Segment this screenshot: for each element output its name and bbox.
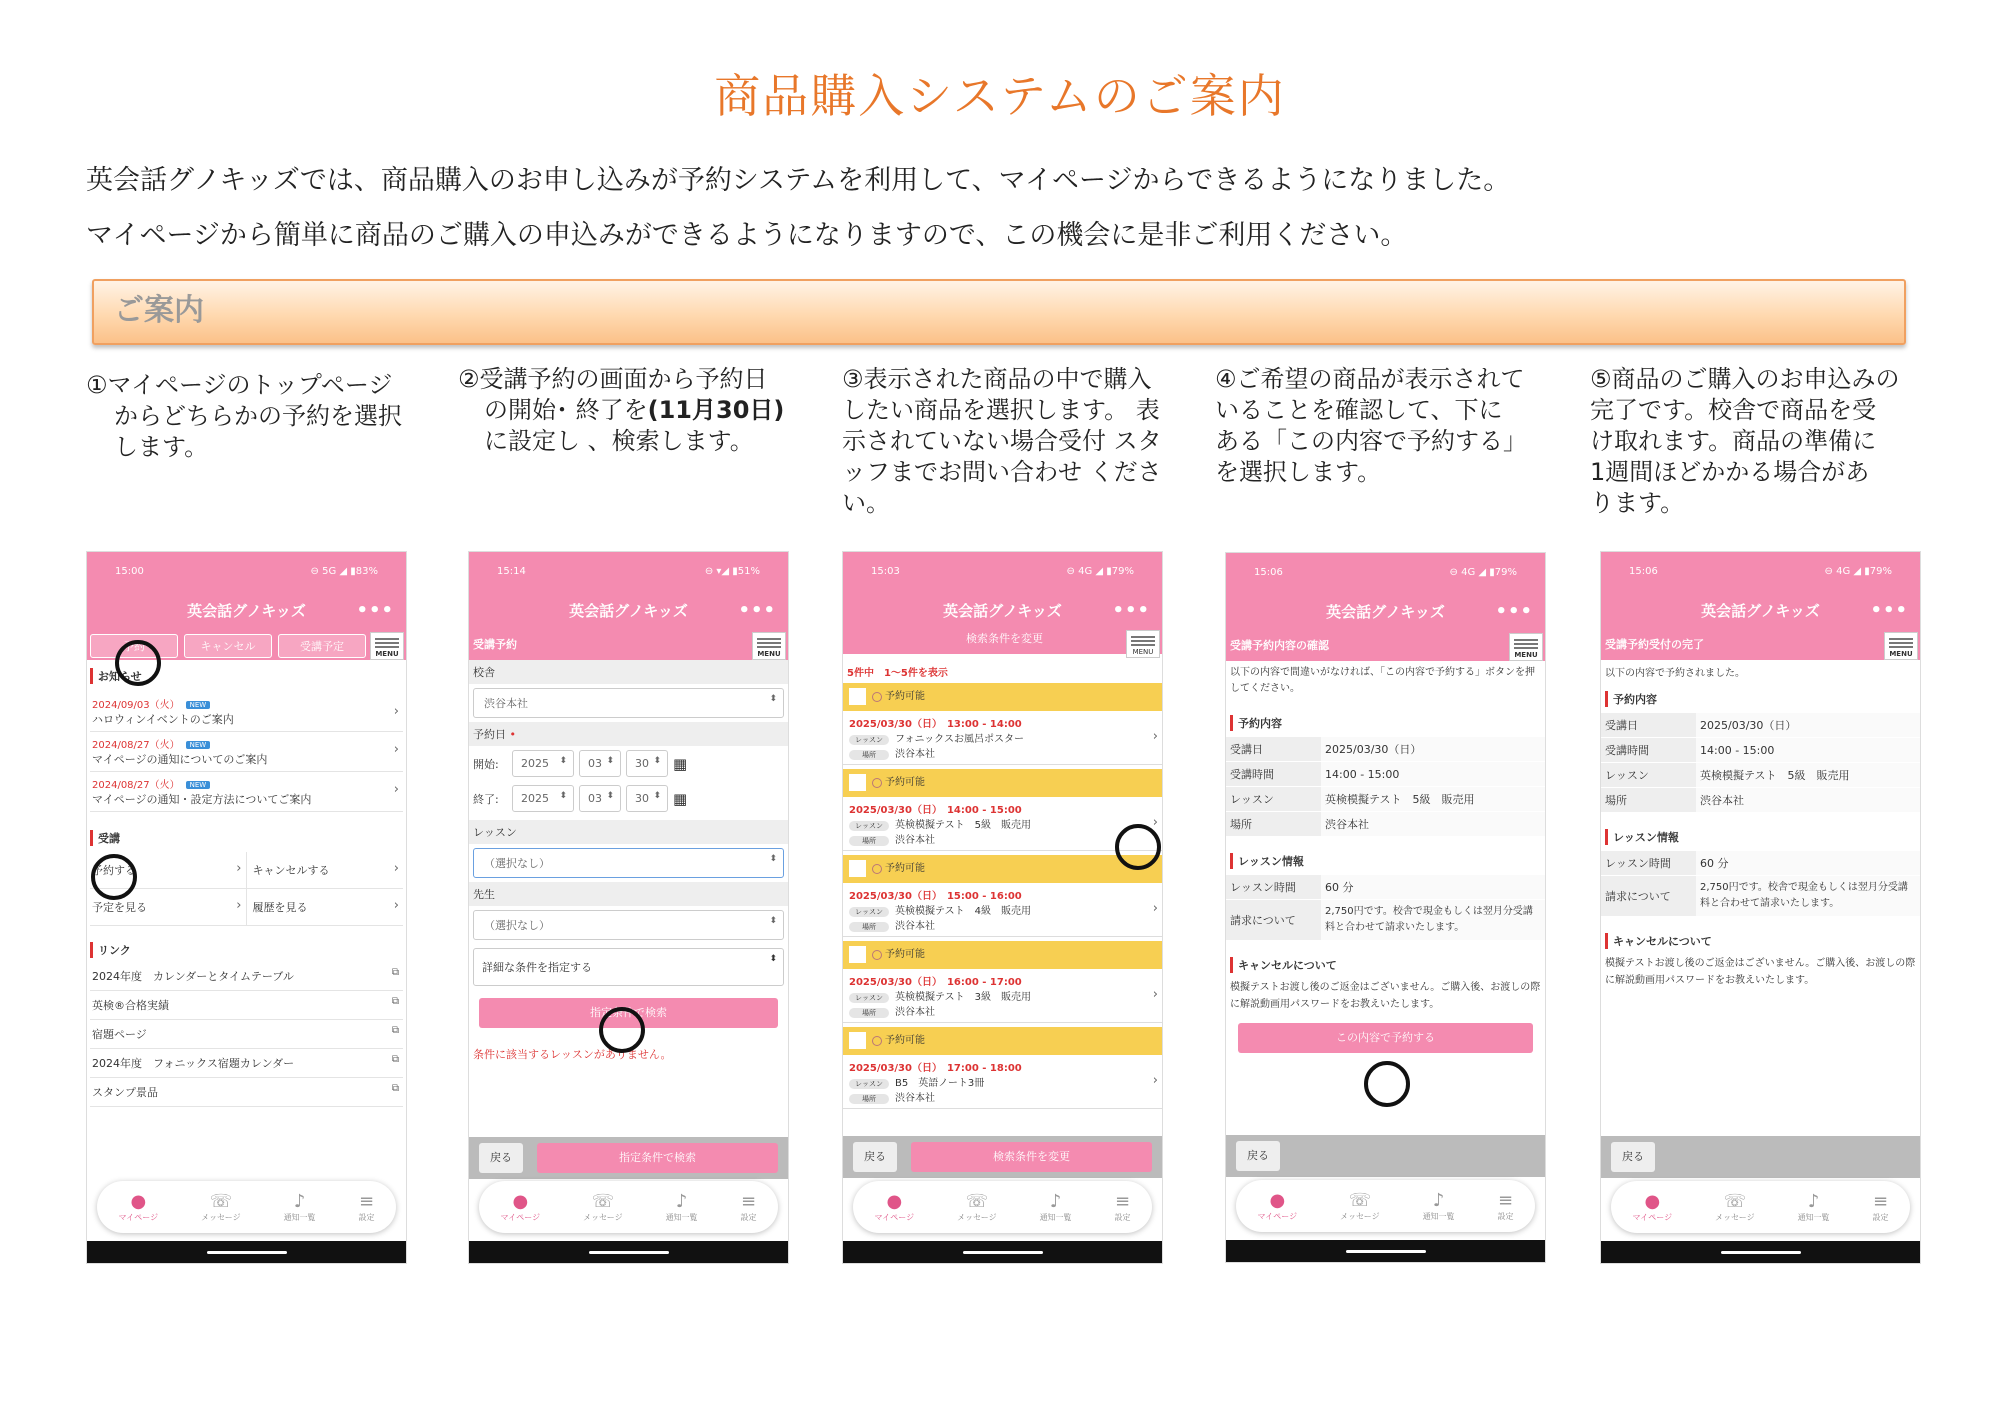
guide-bar bbox=[92, 279, 1906, 345]
more-icon[interactable]: ••• bbox=[1870, 600, 1908, 621]
external-link-icon: ⧉ bbox=[391, 1025, 399, 1036]
nav-message[interactable]: ☏ メッセージ bbox=[1715, 1191, 1755, 1222]
bottom-nav bbox=[1611, 1181, 1910, 1233]
search-button-bottom[interactable]: 指定条件で検索 bbox=[537, 1143, 778, 1173]
bottom-nav bbox=[853, 1181, 1152, 1233]
chevron-right-icon: › bbox=[1152, 1073, 1158, 1088]
tab-reserve[interactable]: 予約 bbox=[90, 634, 178, 658]
lesson-info-table: レッスン時間 60 分 請求について 2,750円です。校舎で現金もしくは翌月分受講料と合わせて請求いたします。 bbox=[1226, 875, 1545, 941]
calendar-icon[interactable]: ▦ bbox=[673, 789, 688, 808]
lesson-select[interactable]: （選択なし） ⬍ bbox=[473, 848, 784, 878]
chevron-right-icon: › bbox=[1152, 815, 1158, 830]
history-link[interactable]: 履歴を見る › bbox=[247, 889, 404, 926]
link-item[interactable]: スタンプ景品 ⧉ bbox=[90, 1078, 403, 1107]
menu-button[interactable]: MENU bbox=[370, 632, 404, 660]
availability-label: 予約可能 bbox=[843, 769, 1162, 797]
more-icon[interactable]: ••• bbox=[356, 600, 394, 621]
more-icon[interactable]: ••• bbox=[738, 600, 776, 621]
end-month[interactable]: 03 ⬍ bbox=[579, 785, 621, 812]
back-button[interactable]: 戻る bbox=[853, 1142, 897, 1172]
highlight-circle bbox=[115, 640, 161, 686]
user-icon: ● bbox=[1644, 1191, 1661, 1212]
link-item[interactable]: 宿題ページ ⧉ bbox=[90, 1020, 403, 1049]
school-select[interactable]: 渋谷本社 ⬍ bbox=[473, 688, 784, 718]
reserve-link[interactable]: 予約する › bbox=[90, 852, 247, 889]
change-condition-button[interactable]: 検索条件を変更 bbox=[911, 1142, 1152, 1172]
phone-screenshot-complete: 15:06 ⊖ 4G ◢ ▮79% 英会話グノキッズ ••• 受講予約受付の完了 MENU 以下の内容で予約されました。 予約内容 受講日 2025/03/30（日） 受講時間 14:00 - 15:00 レッスン 英検模擬テスト 5級 販売用 場所 渋谷本社 レッスン情報 レッスン時間 60 分 請求について 2,750円です。校舎で現金もしくは翌月分受講料と合わせて請求いたします。 キャンセルについて 模擬テストお渡し後のご返金はございません。ご購入後、お渡しの際に解説動画用パスワードをお教えいたします。 戻る ● マイページ ☏ メッセージ ♪ 通知一覧 ≡ 設定 bbox=[1600, 551, 1921, 1264]
start-day[interactable]: 30 ⬍ bbox=[626, 750, 668, 777]
bottom-nav bbox=[97, 1181, 396, 1233]
availability-label: 予約可能 bbox=[843, 683, 1162, 711]
highlight-circle bbox=[599, 1007, 645, 1053]
cancel-link[interactable]: キャンセルする › bbox=[247, 852, 404, 889]
highlight-circle bbox=[91, 854, 137, 900]
nav-notice[interactable]: ♪ 通知一覧 bbox=[1422, 1190, 1455, 1221]
nav-settings[interactable]: ≡ 設定 bbox=[740, 1191, 757, 1222]
availability-label: 予約可能 bbox=[843, 855, 1162, 883]
step-2: ②受講予約の画面から予約日 の開始･ 終了を(11月30日) に設定し 、検索します。 bbox=[458, 365, 785, 455]
reservation-detail-table: 受講日 2025/03/30（日） 受講時間 14:00 - 15:00 レッスン 英検模擬テスト 5級 販売用 場所 渋谷本社 bbox=[1226, 737, 1545, 837]
lesson-card[interactable]: 予約可能 2025/03/30（日） 13:00 - 14:00 レッスン フォニックスお風呂ポスター 場所 渋谷本社 › bbox=[843, 683, 1162, 765]
menu-button[interactable]: MENU bbox=[1509, 633, 1543, 661]
lesson-card[interactable]: 予約可能 2025/03/30（日） 14:00 - 15:00 レッスン 英検模擬テスト 5級 販売用 場所 渋谷本社 › bbox=[843, 769, 1162, 851]
lesson-card[interactable]: 予約可能 2025/03/30（日） 17:00 - 18:00 レッスン B5 英語ノート3冊 場所 渋谷本社 › bbox=[843, 1027, 1162, 1109]
notice-item[interactable]: 2024/08/27（火） NEW マイページの通知についてのご案内 › bbox=[90, 732, 403, 772]
bell-icon: ♪ bbox=[1807, 1191, 1820, 1212]
nav-message[interactable]: ☏ メッセージ bbox=[1340, 1190, 1380, 1221]
bell-icon: ♪ bbox=[1432, 1190, 1445, 1211]
chevron-right-icon: › bbox=[1152, 729, 1158, 744]
back-button[interactable]: 戻る bbox=[1236, 1141, 1280, 1171]
notice-title: お知らせ bbox=[90, 668, 403, 684]
teacher-select[interactable]: （選択なし） ⬍ bbox=[473, 910, 784, 940]
calendar-icon[interactable]: ▦ bbox=[673, 754, 688, 773]
lesson-info-table: レッスン時間 60 分 請求について 2,750円です。校舎で現金もしくは翌月分受講料と合わせて請求いたします。 bbox=[1601, 851, 1920, 917]
notice-item[interactable]: 2024/08/27（火） NEW マイページの通知・設定方法についてご案内 › bbox=[90, 772, 403, 812]
phone-screenshot-results: 15:03 ⊖ 4G ◢ ▮79% 英会話グノキッズ ••• 検索条件を変更 MENU 5件中 1～5件を表示 予約可能 2025/03/30（日） 13:00 - 14:00 レッスン フォニックスお風呂ポスター 場所 渋谷本社 › 予約可能 2025/03/30（日） 14:00 - 15:00 レッスン 英検模擬テスト 5級 販売用 場所 渋谷本社 › 予約可能 2025/03/30（日） 15:00 - 16:00 レッスン 英検模擬テスト 4級 販売用 場所 渋谷本社 › 予約可能 2025/03/30（日） 16:00 - 17:00 レッスン 英検模擬テスト 3級 販売用 場所 渋谷本社 › 予約可能 2025/03/30（日） 17:00 - 18:00 レッスン B5 英語ノート3冊 場所 渋谷本社 › 戻る 検索条件を変更 ● マイページ ☏ メッセージ ♪ 通知一覧 ≡ 設定 bbox=[842, 551, 1163, 1264]
bottom-nav bbox=[1236, 1180, 1535, 1232]
nav-settings[interactable]: ≡ 設定 bbox=[1497, 1190, 1514, 1221]
availability-label: 予約可能 bbox=[843, 1027, 1162, 1055]
more-icon[interactable]: ••• bbox=[1112, 600, 1150, 621]
menu-button[interactable]: MENU bbox=[1884, 632, 1918, 660]
nav-mypage[interactable]: ● マイページ bbox=[1257, 1190, 1298, 1221]
course-title: 受講 bbox=[90, 830, 403, 846]
search-button[interactable]: 指定条件で検索 bbox=[479, 998, 778, 1028]
step-3: ③表示された商品の中で購入 したい商品を選択します。 表 示されていない場合受付 スタ ッフまでお問い合わせ くださ い。 bbox=[842, 365, 1162, 517]
confirm-reservation-button[interactable]: この内容で予約する bbox=[1238, 1023, 1533, 1053]
message-icon: ☏ bbox=[1723, 1191, 1747, 1212]
message-icon: ☏ bbox=[591, 1191, 615, 1212]
reservation-detail-table: 受講日 2025/03/30（日） 受講時間 14:00 - 15:00 レッスン 英検模擬テスト 5級 販売用 場所 渋谷本社 bbox=[1601, 713, 1920, 813]
link-title: リンク bbox=[90, 942, 403, 958]
notice-item[interactable]: 2024/09/03（火） NEW ハロウィンイベントのご案内 › bbox=[90, 690, 403, 732]
intro-line-1: 英会話グノキッズでは、商品購入のお申し込みが予約システムを利用して、マイページからできるようになりました。 bbox=[86, 165, 1511, 196]
more-icon[interactable]: ••• bbox=[1495, 601, 1533, 622]
nav-notice[interactable]: ♪ 通知一覧 bbox=[1039, 1191, 1072, 1222]
user-icon: ● bbox=[512, 1191, 529, 1212]
app-header: 英会話グノキッズ ••• bbox=[87, 592, 406, 630]
nav-settings[interactable]: ≡ 設定 bbox=[358, 1191, 375, 1222]
sliders-icon: ≡ bbox=[1497, 1190, 1514, 1211]
sliders-icon: ≡ bbox=[740, 1191, 757, 1212]
nav-message[interactable]: ☏ メッセージ bbox=[583, 1191, 623, 1222]
bell-icon: ♪ bbox=[675, 1191, 688, 1212]
nav-settings[interactable]: ≡ 設定 bbox=[1872, 1191, 1889, 1222]
schedule-link[interactable]: 予定を見る › bbox=[90, 889, 247, 926]
lesson-card[interactable]: 予約可能 2025/03/30（日） 16:00 - 17:00 レッスン 英検模擬テスト 3級 販売用 場所 渋谷本社 › bbox=[843, 941, 1162, 1023]
nav-settings[interactable]: ≡ 設定 bbox=[1114, 1191, 1131, 1222]
user-icon: ● bbox=[886, 1191, 903, 1212]
start-month[interactable]: 03 ⬍ bbox=[579, 750, 621, 777]
nav-notice[interactable]: ♪ 通知一覧 bbox=[283, 1191, 316, 1222]
menu-button[interactable]: MENU bbox=[1126, 630, 1160, 658]
menu-button[interactable]: MENU bbox=[752, 632, 786, 660]
intro-line-2: マイページから簡単に商品のご購入の申込みができるようになりますので、この機会に是非ご利用ください。 bbox=[86, 220, 1408, 251]
back-button[interactable]: 戻る bbox=[1611, 1142, 1655, 1172]
step-5: ⑤商品のご購入のお申込みの 完了です。校舎で商品を受 け取れます。商品の準備に 1週間ほどかかる場合があ ります。 bbox=[1590, 365, 1900, 517]
nav-mypage[interactable]: ● マイページ bbox=[1632, 1191, 1673, 1222]
detail-toggle[interactable]: 詳細な条件を指定する ⬍ bbox=[473, 948, 784, 986]
nav-notice[interactable]: ♪ 通知一覧 bbox=[1797, 1191, 1830, 1222]
no-result-message: 条件に該当するレッスンがありません。 bbox=[473, 1048, 672, 1061]
phone-screenshot-mypage: 15:00 ⊖ 5G ◢ ▮83% 英会話グノキッズ ••• 予約 キャンセル 受講予定 MENU お知らせ 2024/09/03（火） NEW ハロウィンイベントのご案内 › 2024/08/27（火） NEW マイページの通知についてのご案内 › 2024/08/27（火） NEW マイページの通知・設定方法についてご案内 › 受講 予約する › キャンセルする › 予定を見る › 履歴を見る › リンク 2024年度 カレンダーとタイムテーブル ⧉ 英検®合格実績 ⧉ 宿題ページ ⧉ 2024年度 フォニックス宿題カレンダー ⧉ スタンプ景品 ⧉ ● マイページ ☏ メッセージ ♪ 通知一覧 ≡ 設定 bbox=[86, 551, 407, 1264]
link-item[interactable]: 英検®合格実績 ⧉ bbox=[90, 991, 403, 1020]
guide-label: ご案内 bbox=[114, 293, 204, 328]
page-title: 商品購入システムのご案内 bbox=[714, 69, 1286, 123]
nav-notice[interactable]: ♪ 通知一覧 bbox=[665, 1191, 698, 1222]
phone-screenshot-search: 15:14 ⊖ ▾◢ ▮51% 英会話グノキッズ ••• 受講予約 MENU 校舎 渋谷本社 ⬍ 予約日 • 開始: 2025 ⬍ 03 ⬍ 30 ⬍ ▦ 終了: 2025 ⬍ 03 ⬍ 30 ⬍ ▦ レッスン （選択なし） ⬍ 先生 （選択なし） ⬍ 詳細な条件を指定する ⬍ 指定条件で検索 条件に該当するレッスンがありません。 戻る 指定条件で検索 ● マイページ ☏ メッセージ ♪ 通知一覧 ≡ 設定 bbox=[468, 551, 789, 1264]
user-icon: ● bbox=[130, 1191, 147, 1212]
link-item[interactable]: 2024年度 フォニックス宿題カレンダー ⧉ bbox=[90, 1049, 403, 1078]
message-icon: ☏ bbox=[965, 1191, 989, 1212]
chevron-right-icon: › bbox=[1152, 901, 1158, 916]
bottom-nav bbox=[479, 1181, 778, 1233]
tab-cancel[interactable]: キャンセル bbox=[184, 634, 272, 658]
end-day[interactable]: 30 ⬍ bbox=[626, 785, 668, 812]
availability-label: 予約可能 bbox=[843, 941, 1162, 969]
back-button[interactable]: 戻る bbox=[479, 1143, 523, 1173]
end-year[interactable]: 2025 ⬍ bbox=[512, 785, 574, 812]
user-icon: ● bbox=[1269, 1190, 1286, 1211]
link-item[interactable]: 2024年度 カレンダーとタイムテーブル ⧉ bbox=[90, 962, 403, 991]
step-4: ④ご希望の商品が表示されて いることを確認して、下に ある「この内容で予約する」 を選択します。 bbox=[1215, 365, 1527, 486]
external-link-icon: ⧉ bbox=[391, 1083, 399, 1094]
step-1: ①マイページのトップページ からどちらかの予約を選択 します。 bbox=[86, 371, 402, 461]
sliders-icon: ≡ bbox=[1114, 1191, 1131, 1212]
nav-message[interactable]: ☏ メッセージ bbox=[201, 1191, 241, 1222]
phone-screenshot-confirm: 15:06 ⊖ 4G ◢ ▮79% 英会話グノキッズ ••• 受講予約内容の確認 MENU 以下の内容で間違いがなければ、「この内容で予約する」ボタンを押してください。 予約内容 受講日 2025/03/30（日） 受講時間 14:00 - 15:00 レッスン 英検模擬テスト 5級 販売用 場所 渋谷本社 レッスン情報 レッスン時間 60 分 請求について 2,750円です。校舎で現金もしくは翌月分受講料と合わせて請求いたします。 キャンセルについて 模擬テストお渡し後のご返金はございません。ご購入後、お渡しの際に解説動画用パスワードをお教えいたします。 この内容で予約する 戻る ● マイページ ☏ メッセージ ♪ 通知一覧 ≡ 設定 bbox=[1225, 552, 1546, 1263]
nav-mypage[interactable]: ● マイページ bbox=[118, 1191, 159, 1222]
external-link-icon: ⧉ bbox=[391, 967, 399, 978]
lesson-card[interactable]: 予約可能 2025/03/30（日） 15:00 - 16:00 レッスン 英検模擬テスト 4級 販売用 場所 渋谷本社 › bbox=[843, 855, 1162, 937]
highlight-circle bbox=[1364, 1061, 1410, 1107]
bell-icon: ♪ bbox=[293, 1191, 306, 1212]
sliders-icon: ≡ bbox=[358, 1191, 375, 1212]
lesson-list bbox=[843, 683, 1162, 1109]
external-link-icon: ⧉ bbox=[391, 1054, 399, 1065]
tab-schedule[interactable]: 受講予定 bbox=[278, 634, 366, 658]
chevron-right-icon: › bbox=[1152, 987, 1158, 1002]
bell-icon: ♪ bbox=[1049, 1191, 1062, 1212]
highlight-circle bbox=[1115, 824, 1161, 870]
nav-mypage[interactable]: ● マイページ bbox=[500, 1191, 541, 1222]
message-icon: ☏ bbox=[209, 1191, 233, 1212]
sliders-icon: ≡ bbox=[1872, 1191, 1889, 1212]
nav-mypage[interactable]: ● マイページ bbox=[874, 1191, 915, 1222]
start-year[interactable]: 2025 ⬍ bbox=[512, 750, 574, 777]
message-icon: ☏ bbox=[1348, 1190, 1372, 1211]
nav-message[interactable]: ☏ メッセージ bbox=[957, 1191, 997, 1222]
external-link-icon: ⧉ bbox=[391, 996, 399, 1007]
